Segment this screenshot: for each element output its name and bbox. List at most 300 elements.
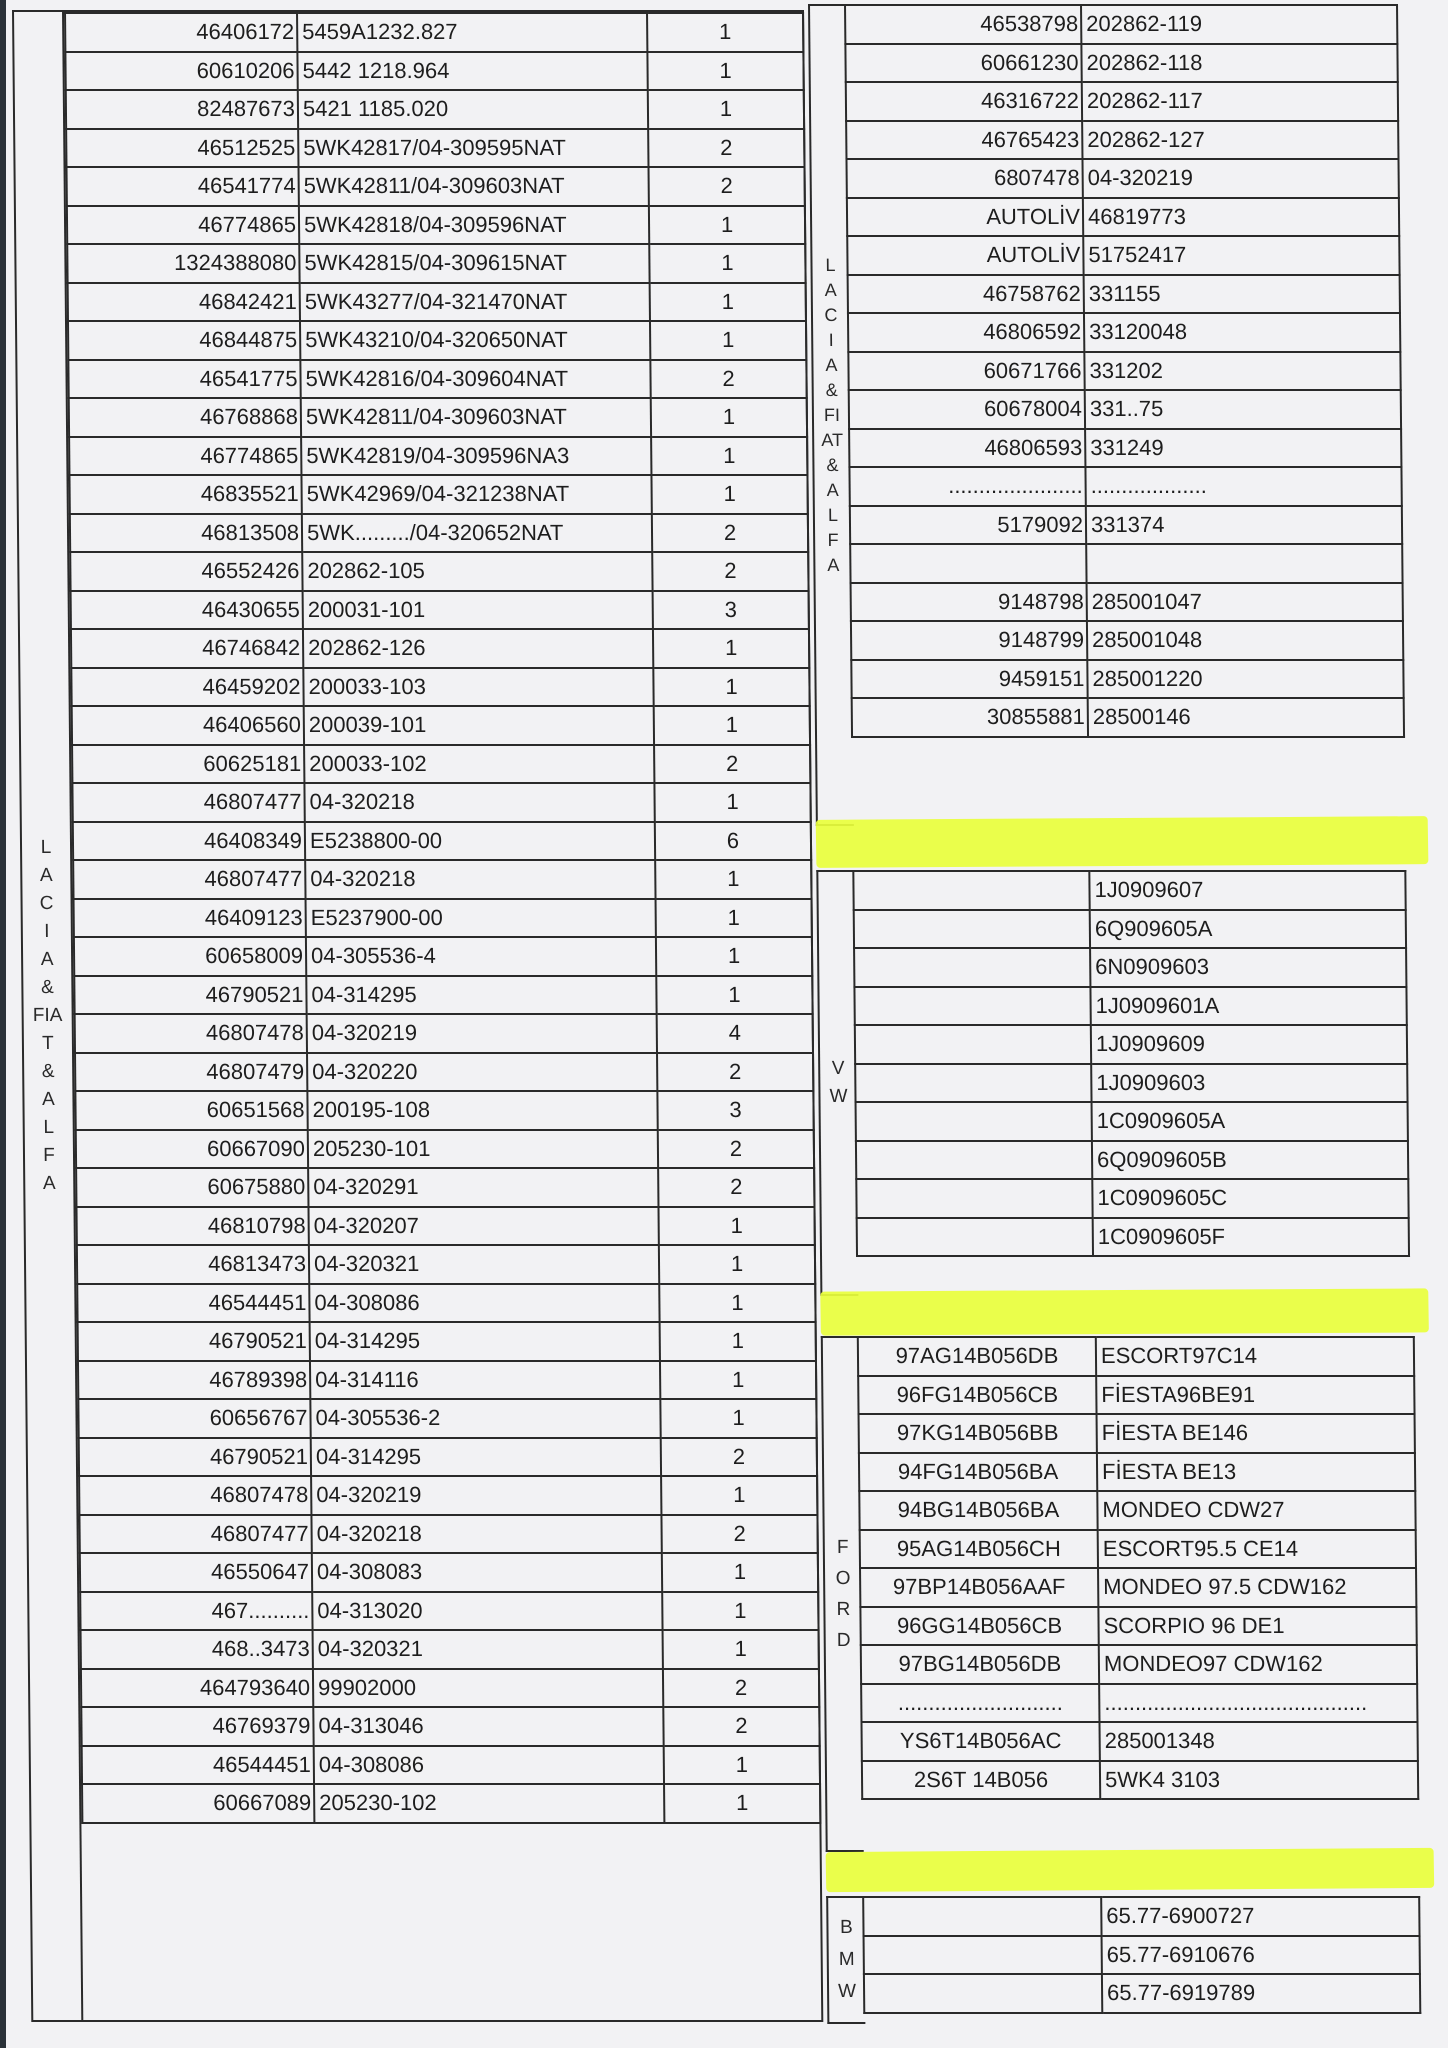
table-row bbox=[73, 860, 811, 899]
oem-number-cell bbox=[854, 948, 1090, 987]
oem-number-cell: 94BG14B056BA bbox=[859, 1491, 1097, 1530]
brand-column-bmw bbox=[826, 1896, 865, 2024]
brand-letter: O bbox=[835, 1568, 851, 1589]
part-code-cell: 1J0909603 bbox=[1091, 1064, 1407, 1103]
quantity-cell: 1 bbox=[656, 937, 812, 976]
table-row bbox=[76, 1207, 814, 1246]
quantity-cell: 3 bbox=[657, 1091, 813, 1130]
table-row bbox=[858, 1376, 1414, 1415]
oem-number-cell: 46806593 bbox=[849, 429, 1085, 468]
oem-number-cell bbox=[856, 1179, 1092, 1218]
table-row bbox=[71, 668, 809, 707]
table-row bbox=[79, 1438, 817, 1477]
table-row bbox=[78, 1361, 816, 1400]
part-code-cell: ESCORT97C14 bbox=[1096, 1337, 1414, 1376]
table-row bbox=[863, 1897, 1419, 1936]
table-row bbox=[69, 437, 807, 476]
right-parts-tables bbox=[808, 4, 1447, 2028]
part-code-cell: ................... bbox=[1085, 467, 1401, 506]
table-row bbox=[72, 745, 810, 784]
table-row bbox=[860, 1607, 1416, 1646]
parts-grid-bmw bbox=[862, 1896, 1421, 2014]
oem-number-cell bbox=[856, 1141, 1092, 1180]
brand-letter: F bbox=[43, 1145, 55, 1166]
quantity-cell: 1 bbox=[659, 1245, 815, 1284]
oem-number-cell: 468..3473 bbox=[81, 1630, 313, 1669]
brand-letter: I bbox=[828, 329, 834, 350]
quantity-cell: 2 bbox=[650, 360, 806, 399]
table-row bbox=[70, 514, 808, 553]
part-code-cell: 1J0909609 bbox=[1091, 1025, 1407, 1064]
part-code-cell: 202862-118 bbox=[1081, 44, 1397, 83]
table-row bbox=[856, 1102, 1408, 1141]
part-code-cell: 04-320219 bbox=[1082, 159, 1398, 198]
table-row bbox=[856, 1141, 1408, 1180]
table-row bbox=[850, 506, 1402, 545]
table-row bbox=[845, 44, 1397, 83]
part-code-cell: 202862-126 bbox=[303, 629, 653, 668]
brand-letter: L bbox=[43, 1117, 55, 1138]
table-row bbox=[79, 1515, 817, 1554]
quantity-cell: 1 bbox=[660, 1322, 816, 1361]
part-code-cell: 285001348 bbox=[1099, 1722, 1417, 1761]
part-code-cell: 65.77-6900727 bbox=[1101, 1897, 1419, 1936]
highlighter-stripe bbox=[816, 816, 1429, 868]
quantity-cell: 1 bbox=[656, 899, 812, 938]
table-row bbox=[861, 1645, 1417, 1684]
quantity-cell: 1 bbox=[661, 1476, 817, 1515]
table-row bbox=[72, 706, 810, 745]
part-code-cell: 5WK42816/04-309604NAT bbox=[300, 360, 650, 399]
part-code-cell: 46819773 bbox=[1083, 198, 1399, 237]
brand-letter: A bbox=[42, 1089, 55, 1110]
table-row bbox=[854, 910, 1406, 949]
quantity-cell: 1 bbox=[662, 1553, 818, 1592]
table-row bbox=[846, 159, 1398, 198]
part-code-cell: 28500146 bbox=[1088, 698, 1404, 737]
part-code-cell: 202862-105 bbox=[302, 552, 652, 591]
oem-number-cell: 96GG14B056CB bbox=[860, 1607, 1098, 1646]
quantity-cell: 2 bbox=[663, 1669, 819, 1708]
part-code-cell bbox=[1086, 544, 1402, 583]
quantity-cell: 3 bbox=[653, 591, 809, 630]
oem-number-cell: 46807477 bbox=[79, 1515, 311, 1554]
part-code-cell: FİESTA96BE91 bbox=[1096, 1376, 1414, 1415]
table-row bbox=[859, 1453, 1415, 1492]
brand-letter: C bbox=[824, 304, 838, 325]
quantity-cell: 2 bbox=[661, 1438, 817, 1477]
quantity-cell: 1 bbox=[650, 321, 806, 360]
oem-number-cell: 46813508 bbox=[70, 514, 302, 553]
table-row bbox=[70, 552, 808, 591]
part-code-cell: 6Q909605A bbox=[1090, 910, 1406, 949]
part-code-cell: 33120048 bbox=[1084, 313, 1400, 352]
oem-number-cell: 46810798 bbox=[76, 1207, 308, 1246]
brand-letter: & bbox=[40, 977, 54, 998]
part-code-cell: 5WK........./04-320652NAT bbox=[302, 514, 652, 553]
part-code-cell: 5WK42811/04-309603NAT bbox=[301, 398, 651, 437]
table-row bbox=[80, 1592, 818, 1631]
quantity-cell: 2 bbox=[661, 1515, 817, 1554]
quantity-cell: 1 bbox=[654, 706, 810, 745]
quantity-cell: 1 bbox=[660, 1361, 816, 1400]
table-row bbox=[861, 1722, 1417, 1761]
brand-letter: D bbox=[836, 1630, 851, 1651]
table-row bbox=[71, 591, 809, 630]
oem-number-cell: 97BP14B056AAF bbox=[860, 1568, 1098, 1607]
table-row bbox=[66, 90, 804, 129]
oem-number-cell: 60610206 bbox=[65, 52, 297, 91]
brand-letter: AT bbox=[821, 429, 844, 450]
quantity-cell: 1 bbox=[660, 1399, 816, 1438]
brand-letter: F bbox=[827, 529, 839, 550]
brand-letter: A bbox=[827, 554, 840, 575]
parts-grid bbox=[64, 12, 821, 1824]
table-row bbox=[851, 583, 1403, 622]
table-row bbox=[75, 1014, 813, 1053]
part-code-cell: MONDEO97 CDW162 bbox=[1099, 1645, 1417, 1684]
brand-letter: L bbox=[827, 504, 838, 525]
oem-number-cell: 46790521 bbox=[78, 1322, 310, 1361]
quantity-cell: 1 bbox=[653, 668, 809, 707]
oem-number-cell bbox=[856, 1102, 1092, 1141]
brand-letter: F bbox=[836, 1537, 849, 1558]
part-code-cell: 1J0909601A bbox=[1090, 987, 1406, 1026]
part-code-cell: 6N0909603 bbox=[1090, 948, 1406, 987]
oem-number-cell: 46550647 bbox=[80, 1553, 312, 1592]
table-row bbox=[849, 429, 1401, 468]
quantity-cell: 1 bbox=[649, 206, 805, 245]
brand-label bbox=[31, 834, 64, 1198]
part-code-cell: 04-320291 bbox=[308, 1168, 658, 1207]
oem-number-cell: 95AG14B056CH bbox=[860, 1530, 1098, 1569]
quantity-cell: 1 bbox=[654, 783, 810, 822]
oem-number-cell: 60625181 bbox=[72, 745, 304, 784]
oem-number-cell bbox=[864, 1974, 1102, 2013]
quantity-cell: 1 bbox=[647, 13, 803, 52]
oem-number-cell: 46807478 bbox=[75, 1014, 307, 1053]
oem-number-cell: 46806592 bbox=[848, 313, 1084, 352]
part-code-cell: 04-320220 bbox=[307, 1053, 657, 1092]
part-code-cell: 99902000 bbox=[313, 1669, 663, 1708]
brand-letter: L bbox=[40, 837, 52, 858]
part-code-cell: FİESTA BE146 bbox=[1097, 1414, 1415, 1453]
part-code-cell: 205230-102 bbox=[314, 1784, 664, 1823]
oem-number-cell: 60651568 bbox=[75, 1091, 307, 1130]
table-row bbox=[848, 275, 1400, 314]
oem-number-cell: 46842421 bbox=[68, 283, 300, 322]
oem-number-cell: 46408349 bbox=[73, 822, 305, 861]
oem-number-cell: 464793640 bbox=[81, 1669, 313, 1708]
quantity-cell: 6 bbox=[655, 822, 811, 861]
oem-number-cell: 60658009 bbox=[74, 937, 306, 976]
part-code-cell: 04-308086 bbox=[314, 1746, 664, 1785]
quantity-cell: 1 bbox=[664, 1784, 820, 1823]
part-code-cell: 04-320218 bbox=[305, 860, 655, 899]
quantity-cell: 1 bbox=[650, 283, 806, 322]
brand-label bbox=[829, 1055, 847, 1111]
group-bmw bbox=[826, 1896, 1447, 2024]
oem-number-cell: 46768868 bbox=[69, 398, 301, 437]
table-row bbox=[78, 1399, 816, 1438]
oem-number-cell: 46544451 bbox=[82, 1746, 314, 1785]
brand-letter: A bbox=[826, 479, 839, 500]
brand-letter: L bbox=[825, 254, 836, 275]
part-code-cell: 331374 bbox=[1086, 506, 1402, 545]
brand-letter: A bbox=[42, 1173, 56, 1194]
oem-number-cell: 30855881 bbox=[852, 698, 1088, 737]
oem-number-cell bbox=[854, 910, 1090, 949]
brand-letter: C bbox=[39, 893, 54, 914]
oem-number-cell: 94FG14B056BA bbox=[859, 1453, 1097, 1492]
brand-letter: M bbox=[838, 1949, 855, 1970]
part-code-cell: 331155 bbox=[1084, 275, 1400, 314]
quantity-cell: 4 bbox=[657, 1014, 813, 1053]
table-row bbox=[66, 129, 804, 168]
oem-number-cell bbox=[855, 1025, 1091, 1064]
table-row bbox=[74, 899, 812, 938]
oem-number-cell: ........................... bbox=[861, 1684, 1099, 1723]
quantity-cell: 2 bbox=[654, 745, 810, 784]
oem-number-cell: 60656767 bbox=[78, 1399, 310, 1438]
part-code-cell: 04-313020 bbox=[312, 1592, 662, 1631]
part-code-cell: 331..75 bbox=[1085, 390, 1401, 429]
oem-number-cell: 9459151 bbox=[851, 660, 1087, 699]
oem-number-cell: 9148799 bbox=[851, 621, 1087, 660]
oem-number-cell bbox=[864, 1936, 1102, 1975]
part-code-cell: 5WK43277/04-321470NAT bbox=[300, 283, 650, 322]
part-code-cell: 04-320218 bbox=[311, 1515, 661, 1554]
table-row bbox=[858, 1337, 1414, 1376]
part-code-cell: 5442 1218.964 bbox=[297, 52, 647, 91]
oem-number-cell: 9148798 bbox=[851, 583, 1087, 622]
oem-number-cell: 96FG14B056CB bbox=[858, 1376, 1096, 1415]
table-row bbox=[82, 1784, 820, 1823]
part-code-cell: 04-320321 bbox=[309, 1245, 659, 1284]
brand-letter: B bbox=[840, 1917, 853, 1938]
part-code-cell: ESCORT95.5 CE14 bbox=[1098, 1530, 1416, 1569]
part-code-cell: 5WK42818/04-309596NAT bbox=[299, 206, 649, 245]
part-code-cell: 04-320218 bbox=[304, 783, 654, 822]
oem-number-cell: 46807479 bbox=[75, 1053, 307, 1092]
table-row bbox=[77, 1284, 815, 1323]
part-code-cell: 5WK42969/04-321238NAT bbox=[301, 475, 651, 514]
table-row bbox=[849, 390, 1401, 429]
oem-number-cell: 46769379 bbox=[81, 1707, 313, 1746]
part-code-cell: 1C0909605C bbox=[1092, 1179, 1408, 1218]
part-code-cell: 331202 bbox=[1084, 352, 1400, 391]
quantity-cell: 1 bbox=[664, 1746, 820, 1785]
part-code-cell: 04-314116 bbox=[310, 1361, 660, 1400]
quantity-cell: 1 bbox=[651, 437, 807, 476]
oem-number-cell: 46774865 bbox=[69, 437, 301, 476]
oem-number-cell: 46406560 bbox=[72, 706, 304, 745]
table-row bbox=[75, 1053, 813, 1092]
part-code-cell: 285001220 bbox=[1087, 660, 1403, 699]
part-code-cell: 04-308086 bbox=[309, 1284, 659, 1323]
part-code-cell: 04-305536-4 bbox=[306, 937, 656, 976]
oem-number-cell: 46807477 bbox=[73, 860, 305, 899]
oem-number-cell: 46790521 bbox=[74, 976, 306, 1015]
table-row bbox=[67, 167, 805, 206]
part-code-cell: 5WK43210/04-320650NAT bbox=[300, 321, 650, 360]
brand-letter: FI bbox=[823, 404, 841, 425]
part-code-cell: 04-308083 bbox=[312, 1553, 662, 1592]
oem-number-cell: 46758762 bbox=[848, 275, 1084, 314]
oem-number-cell: 46790521 bbox=[79, 1438, 311, 1477]
table-row bbox=[851, 660, 1403, 699]
parts-grid-ford bbox=[857, 1336, 1419, 1800]
oem-number-cell: 82487673 bbox=[66, 90, 298, 129]
table-row bbox=[69, 475, 807, 514]
oem-number-cell: 46459202 bbox=[71, 668, 303, 707]
brand-letter: & bbox=[41, 1061, 55, 1082]
group-ford bbox=[821, 1336, 1446, 1852]
part-code-cell: 04-314295 bbox=[311, 1438, 661, 1477]
table-row bbox=[81, 1669, 819, 1708]
table-row bbox=[859, 1414, 1415, 1453]
group-vw bbox=[816, 870, 1440, 1296]
brand-label bbox=[835, 1532, 851, 1656]
part-code-cell: 205230-101 bbox=[308, 1130, 658, 1169]
oem-number-cell: 46406172 bbox=[65, 13, 297, 52]
table-row bbox=[854, 948, 1406, 987]
oem-number-cell bbox=[857, 1218, 1093, 1257]
part-code-cell: 65.77-6919789 bbox=[1102, 1974, 1420, 2013]
oem-number-cell: 1324388080 bbox=[67, 244, 299, 283]
table-row bbox=[67, 244, 805, 283]
table-row bbox=[855, 1064, 1407, 1103]
brand-letter: W bbox=[838, 1981, 857, 2002]
oem-number-cell: 46552426 bbox=[70, 552, 302, 591]
document-paper bbox=[6, 0, 1448, 2048]
table-row bbox=[68, 360, 806, 399]
quantity-cell: 2 bbox=[652, 514, 808, 553]
brand-letter: T bbox=[42, 1033, 54, 1054]
oem-number-cell: 60671766 bbox=[848, 352, 1084, 391]
table-row bbox=[850, 544, 1402, 583]
quantity-cell: 1 bbox=[655, 860, 811, 899]
part-code-cell: 5WK42817/04-309595NAT bbox=[298, 129, 648, 168]
table-row bbox=[75, 1091, 813, 1130]
brand-letter: FIA bbox=[32, 1005, 63, 1026]
table-row bbox=[862, 1761, 1418, 1800]
brand-letter: A bbox=[825, 354, 838, 375]
part-code-cell: 200033-103 bbox=[303, 668, 653, 707]
part-code-cell: 04-320219 bbox=[307, 1014, 657, 1053]
quantity-cell: 1 bbox=[653, 629, 809, 668]
part-code-cell: 285001048 bbox=[1087, 621, 1403, 660]
quantity-cell: 2 bbox=[657, 1053, 813, 1092]
table-row bbox=[73, 822, 811, 861]
group-lancia-fiat-alfa bbox=[808, 4, 1436, 826]
part-code-cell: FİESTA BE13 bbox=[1097, 1453, 1415, 1492]
oem-number-cell: 6807478 bbox=[846, 159, 1082, 198]
oem-number-cell: 46746842 bbox=[71, 629, 303, 668]
part-code-cell: 5WK42819/04-309596NA3 bbox=[301, 437, 651, 476]
oem-number-cell bbox=[855, 1064, 1091, 1103]
table-row bbox=[857, 1218, 1409, 1257]
table-row bbox=[77, 1245, 815, 1284]
brand-label bbox=[820, 253, 845, 578]
part-code-cell: 04-314295 bbox=[306, 976, 656, 1015]
part-code-cell: 200031-101 bbox=[303, 591, 653, 630]
part-code-cell: 331249 bbox=[1085, 429, 1401, 468]
part-code-cell: 5459A1232.827 bbox=[297, 13, 647, 52]
quantity-cell: 1 bbox=[659, 1284, 815, 1323]
part-code-cell: 04-313046 bbox=[313, 1707, 663, 1746]
brand-letter: A bbox=[40, 949, 54, 970]
quantity-cell: 1 bbox=[656, 976, 812, 1015]
part-code-cell: MONDEO CDW27 bbox=[1097, 1491, 1415, 1530]
part-code-cell: 5WK42811/04-309603NAT bbox=[299, 167, 649, 206]
quantity-cell: 1 bbox=[649, 244, 805, 283]
part-code-cell: E5237900-00 bbox=[306, 899, 656, 938]
part-code-cell: MONDEO 97.5 CDW162 bbox=[1098, 1568, 1416, 1607]
table-row bbox=[860, 1530, 1416, 1569]
brand-letter: & bbox=[825, 379, 838, 400]
oem-number-cell bbox=[853, 871, 1089, 910]
oem-number-cell: 97KG14B056BB bbox=[859, 1414, 1097, 1453]
table-row bbox=[860, 1568, 1416, 1607]
table-row bbox=[65, 13, 803, 52]
oem-number-cell: 46538798 bbox=[845, 5, 1081, 44]
brand-letter: W bbox=[829, 1086, 848, 1107]
oem-number-cell: 46430655 bbox=[71, 591, 303, 630]
table-row bbox=[849, 467, 1401, 506]
oem-number-cell: 46544451 bbox=[77, 1284, 309, 1323]
parts-grid-lancia-fiat-alfa bbox=[844, 4, 1405, 738]
oem-number-cell: 46807477 bbox=[72, 783, 304, 822]
oem-number-cell: 46765423 bbox=[846, 121, 1082, 160]
brand-letter: V bbox=[831, 1058, 845, 1079]
oem-number-cell: 60667090 bbox=[76, 1130, 308, 1169]
part-code-cell: 1J0909607 bbox=[1089, 871, 1405, 910]
quantity-cell: 1 bbox=[651, 398, 807, 437]
highlighter-stripe bbox=[826, 1848, 1435, 1892]
part-code-cell: 5WK4 3103 bbox=[1100, 1761, 1418, 1800]
part-code-cell: 6Q0909605B bbox=[1092, 1141, 1408, 1180]
oem-number-cell: 60675880 bbox=[76, 1168, 308, 1207]
oem-number-cell: AUTOLİV bbox=[847, 198, 1083, 237]
oem-number-cell: 60678004 bbox=[849, 390, 1085, 429]
table-row bbox=[81, 1630, 819, 1669]
table-row bbox=[80, 1553, 818, 1592]
quantity-cell: 2 bbox=[663, 1707, 819, 1746]
oem-number-cell: 2S6T 14B056 bbox=[862, 1761, 1100, 1800]
part-code-cell: 1C0909605F bbox=[1093, 1218, 1409, 1257]
table-row bbox=[859, 1491, 1415, 1530]
quantity-cell: 1 bbox=[663, 1630, 819, 1669]
oem-number-cell: 60661230 bbox=[845, 44, 1081, 83]
oem-number-cell: 46774865 bbox=[67, 206, 299, 245]
table-row bbox=[846, 121, 1398, 160]
parts-grid-vw bbox=[852, 870, 1410, 1257]
table-row bbox=[846, 82, 1398, 121]
table-row bbox=[78, 1322, 816, 1361]
table-row bbox=[845, 5, 1397, 44]
brand-letter: R bbox=[836, 1599, 851, 1620]
part-code-cell: 1C0909605A bbox=[1092, 1102, 1408, 1141]
table-row bbox=[848, 352, 1400, 391]
table-row bbox=[76, 1130, 814, 1169]
oem-number-cell: 46409123 bbox=[74, 899, 306, 938]
oem-number-cell: 46541774 bbox=[67, 167, 299, 206]
part-code-cell: 04-320207 bbox=[308, 1207, 658, 1246]
part-code-cell: SCORPIO 96 DE1 bbox=[1098, 1607, 1416, 1646]
table-row bbox=[847, 236, 1399, 275]
table-row bbox=[847, 198, 1399, 237]
